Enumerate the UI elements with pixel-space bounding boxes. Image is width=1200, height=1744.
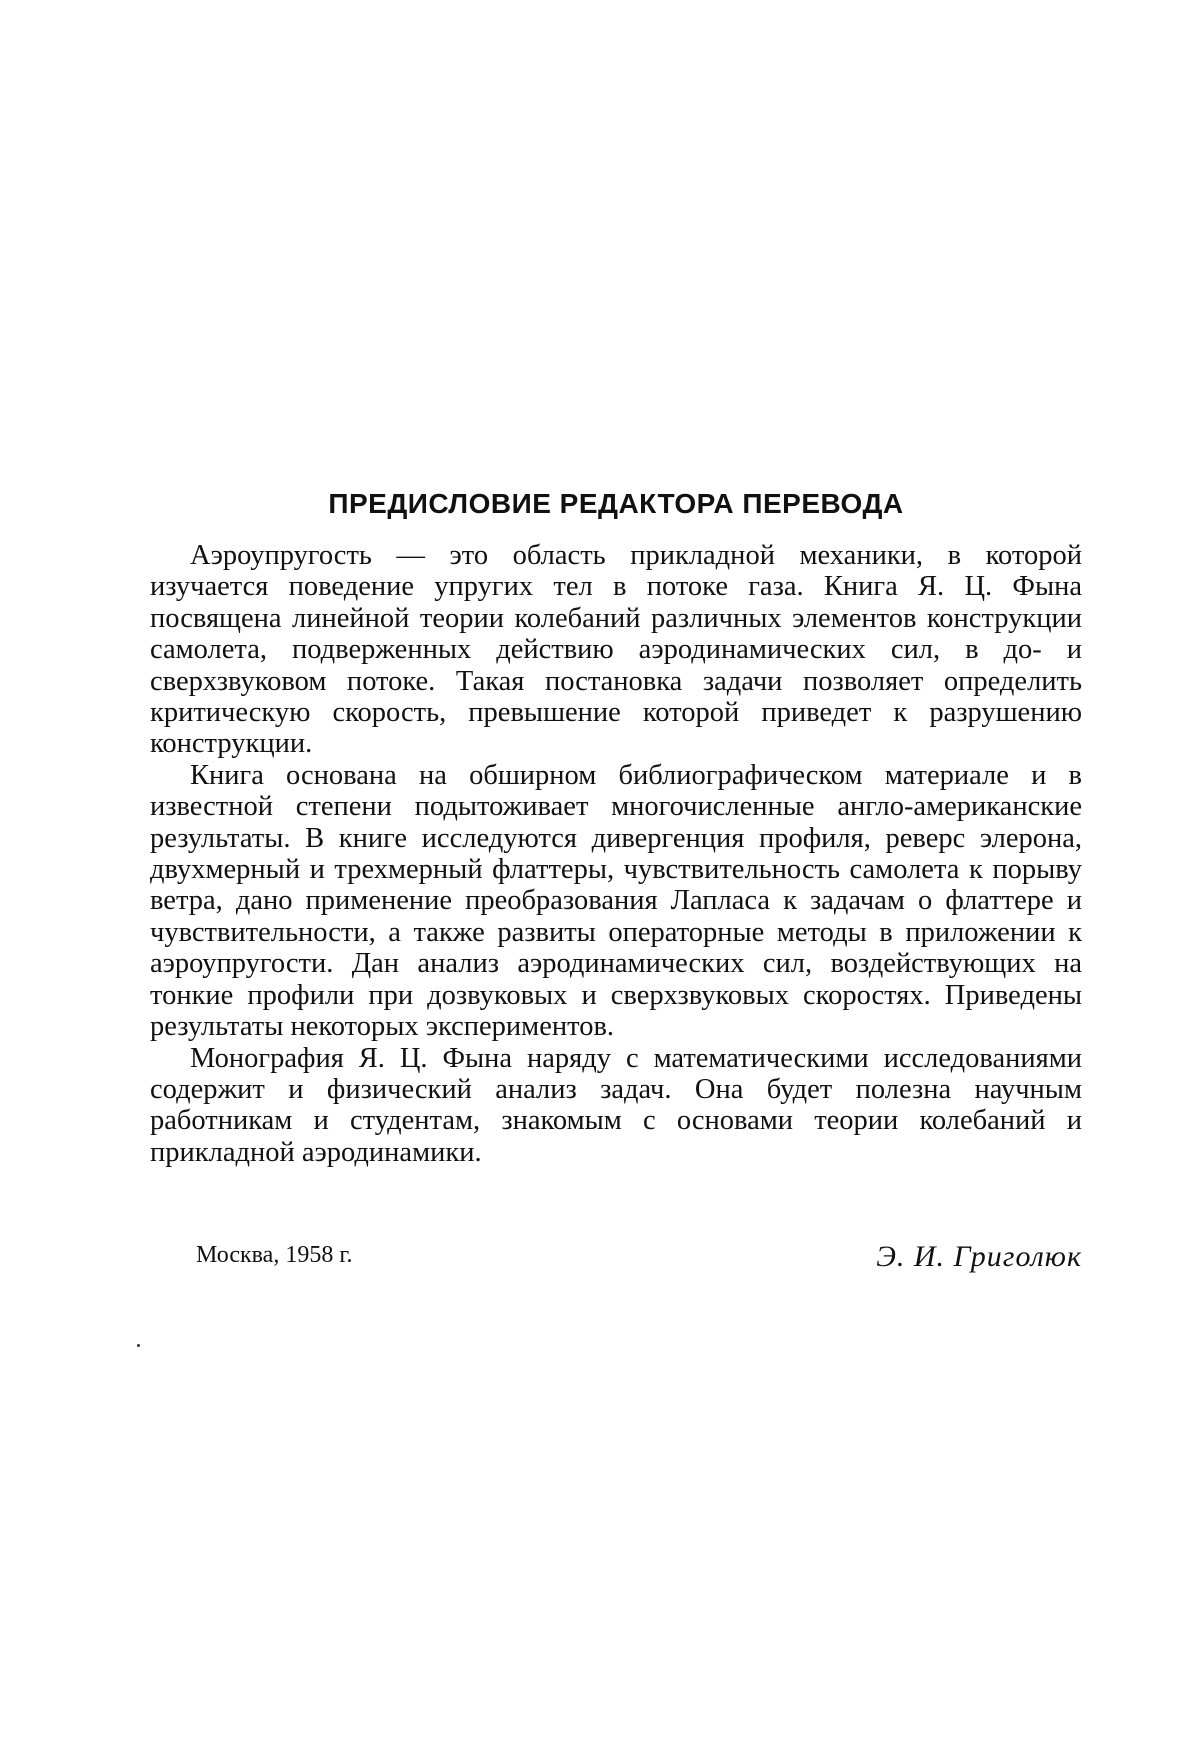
page-title: ПРЕДИСЛОВИЕ РЕДАКТОРА ПЕРЕВОДА — [328, 488, 904, 519]
print-speck — [137, 1344, 140, 1347]
place-date: Москва, 1958 г. — [196, 1242, 353, 1268]
paragraph-1: Аэроупругость — это область прикладной механики, в которой изучается поведение упругих тел в потоке газа. Книга Я. Ц. Фына посвящена линейной теории колебаний различных элементов конструкции самолета, подверженных действию аэродинамических сил, в до- и сверхзвуковом потоке. Такая постановка задачи позволяет определить критическую скорость, превышение которой приведет к разрушению конструкции. — [150, 540, 1082, 760]
editor-signature: Э. И. Григолюк — [876, 1240, 1082, 1273]
paragraph-3: Монография Я. Ц. Фына наряду с математическими исследованиями содержит и физический анализ задач. Она будет полезна научным работникам и студентам, знакомым с основами теории колебаний и прикладной аэродинамики. — [150, 1042, 1082, 1168]
paragraph-2: Книга основана на обширном библиографическом материале и в известной степени подытоживает многочисленные англо-американские результаты. В книге исследуются дивергенция профиля, реверс элерона, двухмерный и трехмерный флаттеры, чувствительность самолета к порыву ветра, дано применение преобразования Лапласа к задачам о флаттере и чувствительности, а также развиты операторные методы в приложении к аэроупругости. Дан анализ аэродинамических сил, воздействующих на тонкие профили при дозвуковых и сверхзвуковых скоростях. Приведены результаты некоторых экспериментов. — [150, 759, 1082, 1043]
signoff — [196, 1240, 1082, 1280]
preface-body — [150, 540, 1082, 1168]
